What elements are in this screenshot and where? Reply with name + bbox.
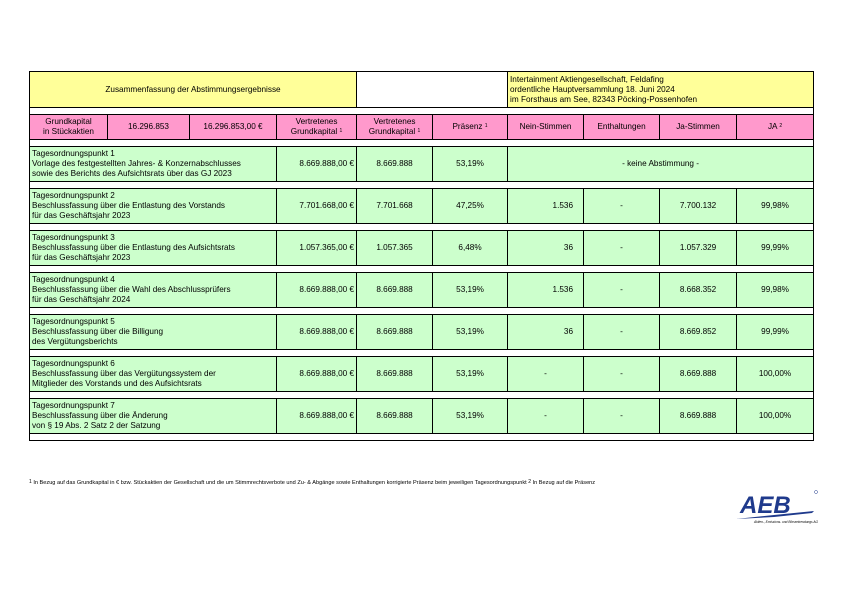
agenda-item-7 (30, 399, 814, 434)
enthaltungen-value: - (584, 315, 660, 350)
column-header-row (30, 115, 814, 140)
enthaltungen-value: - (584, 189, 660, 224)
nein-value: 36 (508, 231, 584, 266)
ja-pct-value: 99,98% (737, 273, 814, 308)
gap-row (30, 182, 814, 189)
company-info (508, 72, 814, 108)
header-row (30, 72, 814, 108)
grundkapital-label: Grundkapital in Stückaktien (30, 115, 108, 140)
results-table (29, 71, 814, 441)
ja-pct-value: 100,00% (737, 399, 814, 434)
enthaltungen-value: - (584, 273, 660, 308)
kapital-stueck: 8.669.888 (357, 399, 433, 434)
nein-value: 1.536 (508, 273, 584, 308)
grundkapital-shares: 16.296.853 (108, 115, 190, 140)
gap-row (30, 350, 814, 357)
ja-value: 8.669.888 (660, 399, 737, 434)
ja-value: 8.669.852 (660, 315, 737, 350)
grundkapital-euro: 16.296.853,00 € (190, 115, 277, 140)
agenda-item-5 (30, 315, 814, 350)
header-ja: Ja-Stimmen (660, 115, 737, 140)
logo-subtitle: Aktien-, Emissions- und Börsenberatungs AG (753, 520, 818, 524)
nein-value: 1.536 (508, 189, 584, 224)
company-line: ordentliche Hauptversammlung 18. Juni 2024 (510, 84, 675, 94)
agenda-text: Tagesordnungspunkt 5 Beschlussfassung über die Billigung des Vergütungsberichts (30, 315, 277, 350)
no-vote-note: - keine Abstimmung - (508, 147, 814, 182)
gap-row (30, 308, 814, 315)
logo-text: AEB (740, 492, 791, 519)
registered-icon (815, 491, 818, 494)
gap-row (30, 266, 814, 273)
praesenz-value: 53,19% (433, 273, 508, 308)
kapital-stueck: 1.057.365 (357, 231, 433, 266)
company-line: Intertainment Aktiengesellschaft, Feldafing (510, 74, 664, 84)
header-ja-pct: JA $^2$ (737, 115, 814, 140)
praesenz-value: 53,19% (433, 147, 508, 182)
praesenz-value: 6,48% (433, 231, 508, 266)
company-line: im Forsthaus am See, 82343 Pöcking-Possenhofen (510, 94, 698, 104)
ja-pct-value: 99,99% (737, 315, 814, 350)
praesenz-value: 53,19% (433, 399, 508, 434)
agenda-item-4 (30, 273, 814, 308)
kapital-euro: 8.669.888,00 € (277, 273, 357, 308)
agenda-text: Tagesordnungspunkt 7 Beschlussfassung über die Änderung von § 19 Abs. 2 Satz 2 der Satzung (30, 399, 277, 434)
praesenz-value: 53,19% (433, 357, 508, 392)
enthaltungen-value: - (584, 231, 660, 266)
sheet-title: Zusammenfassung der Abstimmungsergebnisse (30, 72, 357, 108)
ja-pct-value: 99,98% (737, 189, 814, 224)
kapital-euro: 8.669.888,00 € (277, 147, 357, 182)
enthaltungen-value: - (584, 357, 660, 392)
enthaltungen-value: - (584, 399, 660, 434)
kapital-stueck: 7.701.668 (357, 189, 433, 224)
kapital-euro: 8.669.888,00 € (277, 357, 357, 392)
agenda-item-3 (30, 231, 814, 266)
gap-row (30, 434, 814, 441)
kapital-stueck: 8.669.888 (357, 147, 433, 182)
kapital-euro: 8.669.888,00 € (277, 315, 357, 350)
header-praesenz: Präsenz $^1$ (433, 115, 508, 140)
gap-row (30, 140, 814, 147)
gap-row (30, 392, 814, 399)
kapital-euro: 7.701.668,00 € (277, 189, 357, 224)
header-enthaltungen: Enthaltungen (584, 115, 660, 140)
header-vertretenes-stueck: Vertretenes Grundkapital $^1$ (357, 115, 433, 140)
agenda-text: Tagesordnungspunkt 2 Beschlussfassung über die Entlastung des Vorstands für das Geschäftsjahr 2023 (30, 189, 277, 224)
agenda-text: Tagesordnungspunkt 4 Beschlussfassung über die Wahl des Abschlussprüfers für das Geschäftsjahr 2024 (30, 273, 277, 308)
kapital-stueck: 8.669.888 (357, 357, 433, 392)
agenda-item-2 (30, 189, 814, 224)
kapital-stueck: 8.669.888 (357, 315, 433, 350)
kapital-euro: 1.057.365,00 € (277, 231, 357, 266)
results-sheet (29, 71, 813, 441)
gap-row (30, 108, 814, 115)
praesenz-value: 53,19% (433, 315, 508, 350)
ja-value: 1.057.329 (660, 231, 737, 266)
agenda-text: Tagesordnungspunkt 1 Vorlage des festgestellten Jahres- & Konzernabschlusses sowie des Berichts des Aufsichtsrats über das GJ 2023 (30, 147, 277, 182)
nein-value: - (508, 399, 584, 434)
kapital-euro: 8.669.888,00 € (277, 399, 357, 434)
ja-value: 8.669.888 (660, 357, 737, 392)
ja-pct-value: 99,99% (737, 231, 814, 266)
header-spacer (357, 72, 508, 108)
ja-value: 8.668.352 (660, 273, 737, 308)
ja-pct-value: 100,00% (737, 357, 814, 392)
agenda-item-1 (30, 147, 814, 182)
header-nein: Nein-Stimmen (508, 115, 584, 140)
nein-value: 36 (508, 315, 584, 350)
header-vertretenes-euro: Vertretenes Grundkapital $^1$ (277, 115, 357, 140)
agenda-text: Tagesordnungspunkt 6 Beschlussfassung über das Vergütungssystem der Mitglieder des Vorstands und des Aufsichtsrats (30, 357, 277, 392)
kapital-stueck: 8.669.888 (357, 273, 433, 308)
agenda-text: Tagesordnungspunkt 3 Beschlussfassung über die Entlastung des Aufsichtsrats für das Geschäftsjahr 2023 (30, 231, 277, 266)
nein-value: - (508, 357, 584, 392)
ja-value: 7.700.132 (660, 189, 737, 224)
footnote: $^1$ In Bezug auf das Grundkapital in € bzw. Stückaktien der Gesellschaft und die um Stimmrechtsverbote und Zu- & Abgänge sowie Enthaltungen korrigierte Präsenz beim jeweiligen Tagesordnungspunkt $^2$ In Bezug auf die Präsenz (29, 479, 596, 486)
gap-row (30, 224, 814, 231)
agenda-item-6 (30, 357, 814, 392)
praesenz-value: 47,25% (433, 189, 508, 224)
